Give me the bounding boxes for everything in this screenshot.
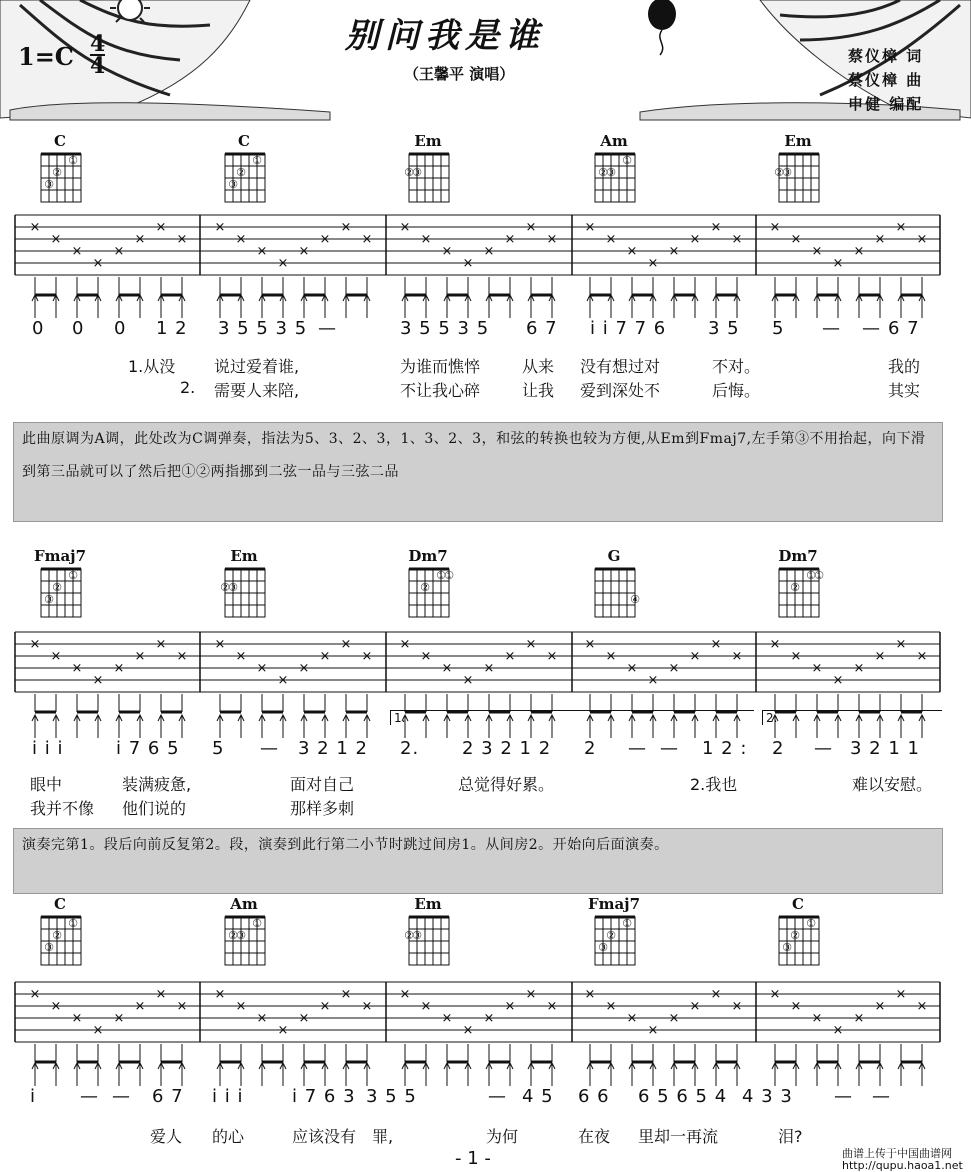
chord-name: Dm7 bbox=[778, 547, 818, 565]
melody-note: — bbox=[862, 318, 881, 339]
melody-note: 4 3 3 bbox=[742, 1086, 793, 1107]
picking-mark: × bbox=[214, 987, 226, 1002]
finger-dot: ④ bbox=[630, 593, 640, 606]
picking-mark: × bbox=[277, 1023, 289, 1038]
key-signature: 1=C 4 4 bbox=[18, 31, 106, 79]
picking-mark: × bbox=[71, 661, 83, 676]
finger-dot: ② bbox=[220, 581, 230, 594]
melody-note: 2 bbox=[584, 738, 597, 759]
picking-mark: × bbox=[235, 232, 247, 247]
picking-mark: × bbox=[176, 232, 188, 247]
melody-note: 6 5 6 5 4 bbox=[638, 1086, 728, 1107]
chord-name: Dm7 bbox=[408, 547, 448, 565]
lyric-verse-1: 爱人 bbox=[150, 1127, 183, 1146]
picking-mark: × bbox=[769, 637, 781, 652]
chord-diagram-c bbox=[38, 895, 82, 971]
melody-note: 2. bbox=[400, 738, 420, 759]
chord-diagram-em bbox=[220, 547, 266, 623]
finger-dot: ② bbox=[598, 166, 608, 179]
picking-mark: × bbox=[546, 649, 558, 664]
picking-mark: × bbox=[731, 999, 743, 1014]
picking-mark: × bbox=[626, 1011, 638, 1026]
chord-name: C bbox=[792, 895, 804, 913]
finger-dot: ② bbox=[404, 166, 414, 179]
picking-mark: × bbox=[605, 999, 617, 1014]
finger-dot: ③ bbox=[782, 941, 792, 954]
song-title: 别问我是谁 bbox=[345, 16, 545, 56]
picking-mark: × bbox=[298, 661, 310, 676]
picking-mark: × bbox=[214, 637, 226, 652]
melody-note: 3 5 bbox=[708, 318, 740, 339]
picking-mark: × bbox=[668, 244, 680, 259]
picking-mark: × bbox=[790, 649, 802, 664]
finger-dot: ① bbox=[68, 569, 78, 582]
picking-mark: × bbox=[176, 649, 188, 664]
singer-credit: （王馨平 演唱） bbox=[404, 65, 515, 83]
melody-note: 1 2 : bbox=[702, 738, 748, 759]
arranger-credit: 申健 编配 bbox=[848, 95, 924, 113]
fretboard-grid bbox=[776, 152, 820, 204]
picking-mark: × bbox=[462, 1023, 474, 1038]
chord-name: C bbox=[54, 132, 66, 150]
picking-mark: × bbox=[647, 673, 659, 688]
picking-mark: × bbox=[710, 220, 722, 235]
picking-mark: × bbox=[731, 649, 743, 664]
picking-mark: × bbox=[256, 244, 268, 259]
picking-mark: × bbox=[71, 1011, 83, 1026]
lyric-verse-1: 应该没有 bbox=[292, 1127, 357, 1146]
header-banner bbox=[0, 0, 971, 125]
finger-dot: ① bbox=[806, 917, 816, 930]
chord-diagram-fmaj7 bbox=[33, 547, 87, 623]
time-signature: 4 4 bbox=[90, 31, 106, 79]
picking-mark: × bbox=[361, 999, 373, 1014]
lyric-verse-1: 里却一再流 bbox=[638, 1127, 719, 1146]
finger-dot: ② bbox=[774, 166, 784, 179]
picking-mark: × bbox=[504, 999, 516, 1014]
picking-mark: × bbox=[832, 673, 844, 688]
picking-mark: × bbox=[399, 220, 411, 235]
picking-mark: × bbox=[811, 244, 823, 259]
lyric-verse-1: 在夜 bbox=[578, 1127, 611, 1146]
lyric-verse-1: 不对。 bbox=[712, 357, 761, 376]
finger-dot: ③ bbox=[412, 166, 422, 179]
picking-mark: × bbox=[441, 1011, 453, 1026]
strum-arrows bbox=[0, 1060, 971, 1086]
picking-mark: × bbox=[399, 987, 411, 1002]
melody-note: i i i bbox=[212, 1086, 244, 1107]
fretboard-grid bbox=[222, 152, 266, 204]
chord-name: Em bbox=[230, 547, 258, 565]
fretboard-grid bbox=[222, 567, 266, 619]
lyric-verse-2: 让我 bbox=[522, 381, 555, 400]
picking-mark: × bbox=[689, 649, 701, 664]
page-number: - 1 - bbox=[455, 1148, 491, 1169]
chord-diagram-c bbox=[776, 895, 820, 971]
melody-note: — bbox=[834, 1086, 853, 1107]
lyric-verse-1: 面对自己 bbox=[290, 775, 355, 794]
fretboard-grid bbox=[776, 915, 820, 967]
picking-mark: × bbox=[113, 661, 125, 676]
chord-diagram-em bbox=[774, 132, 820, 208]
picking-mark: × bbox=[399, 637, 411, 652]
lyric-verse-1: 眼中 bbox=[30, 775, 63, 794]
finger-dot: ① bbox=[252, 917, 262, 930]
picking-mark: × bbox=[605, 649, 617, 664]
picking-mark: × bbox=[626, 244, 638, 259]
fretboard-grid bbox=[38, 152, 82, 204]
chord-diagram-am bbox=[592, 132, 636, 208]
chord-name: Em bbox=[414, 132, 442, 150]
fretboard-grid bbox=[222, 915, 266, 967]
lyric-verse-1: 罪, bbox=[372, 1127, 394, 1146]
melody-note: 3 5 5 3 5 bbox=[218, 318, 308, 339]
picking-mark: × bbox=[710, 987, 722, 1002]
picking-mark: × bbox=[668, 1011, 680, 1026]
chord-name: Am bbox=[230, 895, 258, 913]
chord-diagram-dm7 bbox=[406, 547, 454, 623]
lyric-verse-2: 不让我心碎 bbox=[400, 381, 481, 400]
finger-dot: ① bbox=[436, 569, 446, 582]
chord-name: C bbox=[238, 132, 250, 150]
picking-mark: × bbox=[319, 999, 331, 1014]
picking-mark: × bbox=[155, 637, 167, 652]
picking-mark: × bbox=[483, 244, 495, 259]
picking-mark: × bbox=[50, 649, 62, 664]
picking-mark: × bbox=[874, 999, 886, 1014]
finger-dot: ③ bbox=[782, 166, 792, 179]
chord-diagram-am bbox=[222, 895, 266, 971]
melody-note: i 7 6 3 bbox=[292, 1086, 356, 1107]
melody-note: — bbox=[112, 1086, 131, 1107]
lyric-verse-1: 总觉得好累。 bbox=[458, 775, 555, 794]
melody-note: — bbox=[814, 738, 833, 759]
arrangement-note: 此曲原调为A调，此处改为C调弹奏，指法为5、3、2、3，1、3、2、3，和弦的转换也较为方便,从Em到Fmaj7,左手第③不用抬起，向下滑到第三品就可以了然后把①②两指挪到二弦一品与三弦二品 bbox=[13, 422, 943, 522]
melody-note: — bbox=[822, 318, 841, 339]
chord-name: Fmaj7 bbox=[587, 895, 641, 913]
picking-mark: × bbox=[29, 220, 41, 235]
fretboard-grid bbox=[406, 567, 454, 619]
strum-arrows bbox=[0, 292, 971, 318]
picking-mark: × bbox=[361, 232, 373, 247]
lyric-verse-1: 难以安慰。 bbox=[852, 775, 933, 794]
finger-dot: ③ bbox=[44, 178, 54, 191]
picking-mark: × bbox=[29, 987, 41, 1002]
melody-note: — bbox=[488, 1086, 507, 1107]
picking-mark: × bbox=[832, 256, 844, 271]
melody-note: — bbox=[660, 738, 679, 759]
finger-dot: ② bbox=[236, 166, 246, 179]
fretboard-grid bbox=[592, 567, 640, 619]
picking-mark: × bbox=[916, 649, 928, 664]
picking-mark: × bbox=[731, 232, 743, 247]
lyric-verse-1: 2.我也 bbox=[690, 775, 738, 794]
picking-mark: × bbox=[916, 232, 928, 247]
picking-mark: × bbox=[584, 987, 596, 1002]
lyric-verse-1: 装满疲惫, bbox=[122, 775, 192, 794]
picking-mark: × bbox=[504, 232, 516, 247]
lyric-verse-1: 1.从没 bbox=[128, 357, 176, 376]
melody-note: 5 bbox=[772, 318, 785, 339]
finger-dot: ② bbox=[52, 929, 62, 942]
finger-dot: ② bbox=[228, 929, 238, 942]
chord-diagram-em bbox=[404, 132, 450, 208]
picking-mark: × bbox=[298, 1011, 310, 1026]
fretboard-grid bbox=[406, 915, 450, 967]
picking-mark: × bbox=[92, 256, 104, 271]
finger-dot: ② bbox=[790, 929, 800, 942]
picking-mark: × bbox=[50, 232, 62, 247]
picking-mark: × bbox=[92, 1023, 104, 1038]
lyric-verse-1: 从来 bbox=[522, 357, 555, 376]
finger-dot: ③ bbox=[228, 581, 238, 594]
picking-mark: × bbox=[895, 637, 907, 652]
finger-dot: ③ bbox=[412, 929, 422, 942]
chord-name: Em bbox=[784, 132, 812, 150]
lyric-verse-2: 我并不像 bbox=[30, 799, 95, 818]
finger-dot: ③ bbox=[598, 941, 608, 954]
picking-mark: × bbox=[853, 661, 865, 676]
picking-mark: × bbox=[790, 999, 802, 1014]
finger-dot: ③ bbox=[228, 178, 238, 191]
chord-diagram-c bbox=[38, 132, 82, 208]
finger-dot: ① bbox=[622, 917, 632, 930]
picking-mark: × bbox=[71, 244, 83, 259]
picking-mark: × bbox=[420, 999, 432, 1014]
picking-mark: × bbox=[340, 637, 352, 652]
picking-mark: × bbox=[769, 987, 781, 1002]
volta-bracket-1: 1. bbox=[390, 710, 754, 725]
composer-credit: 蔡仪樟 曲 bbox=[848, 71, 924, 89]
finger-dot: ② bbox=[790, 581, 800, 594]
fretboard-grid bbox=[38, 915, 82, 967]
fretboard-grid bbox=[592, 915, 636, 967]
finger-dot: ① bbox=[68, 917, 78, 930]
melody-note: 6 7 bbox=[526, 318, 558, 339]
picking-mark: × bbox=[769, 220, 781, 235]
picking-mark: × bbox=[483, 1011, 495, 1026]
melody-note: 1 2 bbox=[156, 318, 188, 339]
finger-dot: ③ bbox=[606, 166, 616, 179]
picking-mark: × bbox=[916, 999, 928, 1014]
finger-dot: ② bbox=[52, 166, 62, 179]
picking-mark: × bbox=[155, 987, 167, 1002]
chord-diagram-fmaj7 bbox=[587, 895, 641, 971]
melody-note: 6 6 bbox=[578, 1086, 610, 1107]
picking-mark: × bbox=[832, 1023, 844, 1038]
melody-note: 3 5 5 3 5 bbox=[400, 318, 490, 339]
lyricist-credit: 蔡仪樟 词 bbox=[848, 47, 924, 65]
picking-mark: × bbox=[319, 649, 331, 664]
picking-mark: × bbox=[647, 256, 659, 271]
lyric-verse-2: 需要人来陪, bbox=[214, 381, 300, 400]
finger-dot: ① bbox=[444, 569, 454, 582]
picking-mark: × bbox=[277, 256, 289, 271]
picking-mark: × bbox=[134, 649, 146, 664]
picking-mark: × bbox=[134, 999, 146, 1014]
chord-diagram-em bbox=[404, 895, 450, 971]
chord-name: Em bbox=[414, 895, 442, 913]
picking-mark: × bbox=[668, 661, 680, 676]
melody-note: i bbox=[30, 1086, 37, 1107]
picking-mark: × bbox=[874, 232, 886, 247]
picking-mark: × bbox=[214, 220, 226, 235]
melody-note: 5 bbox=[212, 738, 225, 759]
melody-note: 0 bbox=[72, 318, 85, 339]
melody-note: 2 3 2 1 2 bbox=[462, 738, 552, 759]
picking-mark: × bbox=[340, 987, 352, 1002]
picking-mark: × bbox=[811, 1011, 823, 1026]
picking-mark: × bbox=[483, 661, 495, 676]
picking-mark: × bbox=[441, 661, 453, 676]
fretboard-grid bbox=[38, 567, 82, 619]
melody-note: 0 bbox=[114, 318, 127, 339]
picking-mark: × bbox=[50, 999, 62, 1014]
melody-note: — bbox=[318, 318, 337, 339]
picking-mark: × bbox=[853, 1011, 865, 1026]
finger-dot: ③ bbox=[44, 593, 54, 606]
finger-dot: ① bbox=[814, 569, 824, 582]
fretboard-grid bbox=[592, 152, 636, 204]
picking-mark: × bbox=[29, 637, 41, 652]
picking-mark: × bbox=[689, 232, 701, 247]
picking-mark: × bbox=[462, 256, 474, 271]
melody-note: — bbox=[628, 738, 647, 759]
lyric-verse-2: 后悔。 bbox=[712, 381, 761, 400]
picking-mark: × bbox=[134, 232, 146, 247]
finger-dot: ① bbox=[622, 154, 632, 167]
melody-note: 2 bbox=[772, 738, 785, 759]
finger-dot: ③ bbox=[44, 941, 54, 954]
lyric-verse-2: 其实 bbox=[888, 381, 921, 400]
picking-mark: × bbox=[546, 232, 558, 247]
picking-mark: × bbox=[441, 244, 453, 259]
picking-mark: × bbox=[525, 637, 537, 652]
picking-mark: × bbox=[155, 220, 167, 235]
picking-mark: × bbox=[584, 637, 596, 652]
picking-mark: × bbox=[340, 220, 352, 235]
melody-note: 3 5 5 bbox=[366, 1086, 417, 1107]
melody-note: 0 bbox=[32, 318, 45, 339]
picking-mark: × bbox=[504, 649, 516, 664]
lyric-verse-2: 爱到深处不 bbox=[580, 381, 661, 400]
picking-mark: × bbox=[895, 220, 907, 235]
finger-dot: ② bbox=[404, 929, 414, 942]
repeat-instruction-note: 演奏完第1。段后向前反复第2。段，演奏到此行第二小节时跳过间房1。从间房2。开始向后面演奏。 bbox=[13, 828, 943, 894]
chord-diagram-c bbox=[222, 132, 266, 208]
picking-mark: × bbox=[462, 673, 474, 688]
melody-note: i i i bbox=[32, 738, 64, 759]
picking-mark: × bbox=[113, 244, 125, 259]
melody-note: — bbox=[80, 1086, 99, 1107]
finger-dot: ② bbox=[606, 929, 616, 942]
picking-mark: × bbox=[689, 999, 701, 1014]
picking-mark: × bbox=[811, 661, 823, 676]
finger-dot: ① bbox=[806, 569, 816, 582]
chord-diagram-g bbox=[592, 547, 640, 623]
picking-mark: × bbox=[256, 661, 268, 676]
picking-mark: × bbox=[298, 244, 310, 259]
picking-mark: × bbox=[525, 220, 537, 235]
picking-mark: × bbox=[256, 1011, 268, 1026]
melody-note: 6 7 bbox=[888, 318, 920, 339]
chord-name: G bbox=[607, 547, 621, 565]
picking-mark: × bbox=[605, 232, 617, 247]
picking-mark: × bbox=[546, 999, 558, 1014]
melody-note: i 7 6 5 bbox=[116, 738, 180, 759]
picking-mark: × bbox=[420, 232, 432, 247]
melody-note: i i 7 7 6 bbox=[590, 318, 667, 339]
finger-dot: ② bbox=[52, 581, 62, 594]
finger-dot: ① bbox=[252, 154, 262, 167]
picking-mark: × bbox=[277, 673, 289, 688]
picking-mark: × bbox=[361, 649, 373, 664]
picking-mark: × bbox=[235, 999, 247, 1014]
lyric-verse-1: 没有想过对 bbox=[580, 357, 661, 376]
picking-mark: × bbox=[235, 649, 247, 664]
finger-dot: ③ bbox=[236, 929, 246, 942]
melody-note: 4 5 bbox=[522, 1086, 554, 1107]
picking-mark: × bbox=[710, 637, 722, 652]
lyric-verse-1: 泪? bbox=[778, 1127, 803, 1146]
watermark: 曲谱上传于中国曲谱网 http://qupu.haoa1.net bbox=[842, 1147, 963, 1172]
picking-mark: × bbox=[853, 244, 865, 259]
finger-dot: ② bbox=[420, 581, 430, 594]
picking-mark: × bbox=[92, 673, 104, 688]
picking-mark: × bbox=[113, 1011, 125, 1026]
chord-diagram-dm7 bbox=[776, 547, 824, 623]
picking-mark: × bbox=[790, 232, 802, 247]
lyric-verse-1: 为谁而憔悴 bbox=[400, 357, 481, 376]
melody-note: — bbox=[872, 1086, 891, 1107]
picking-mark: × bbox=[525, 987, 537, 1002]
melody-note: 3 2 1 2 bbox=[298, 738, 368, 759]
lyric-verse-2: 2. bbox=[180, 378, 196, 397]
fretboard-grid bbox=[406, 152, 450, 204]
melody-note: 3 2 1 1 bbox=[850, 738, 920, 759]
picking-mark: × bbox=[647, 1023, 659, 1038]
picking-mark: × bbox=[584, 220, 596, 235]
volta-bracket-2: 2. bbox=[762, 710, 942, 725]
lyric-verse-1: 我的 bbox=[888, 357, 921, 376]
fretboard-grid bbox=[776, 567, 824, 619]
lyric-verse-1: 为何 bbox=[486, 1127, 519, 1146]
chord-name: C bbox=[54, 895, 66, 913]
lyric-verse-2: 那样多刺 bbox=[290, 799, 355, 818]
melody-note: — bbox=[260, 738, 279, 759]
picking-mark: × bbox=[895, 987, 907, 1002]
picking-mark: × bbox=[420, 649, 432, 664]
melody-note: 6 7 bbox=[152, 1086, 184, 1107]
picking-mark: × bbox=[874, 649, 886, 664]
picking-mark: × bbox=[626, 661, 638, 676]
lyric-verse-1: 的心 bbox=[212, 1127, 245, 1146]
lyric-verse-1: 说过爱着谁, bbox=[214, 357, 300, 376]
picking-mark: × bbox=[176, 999, 188, 1014]
finger-dot: ① bbox=[68, 154, 78, 167]
lyric-verse-2: 他们说的 bbox=[122, 799, 187, 818]
chord-name: Fmaj7 bbox=[33, 547, 87, 565]
chord-name: Am bbox=[600, 132, 628, 150]
picking-mark: × bbox=[319, 232, 331, 247]
